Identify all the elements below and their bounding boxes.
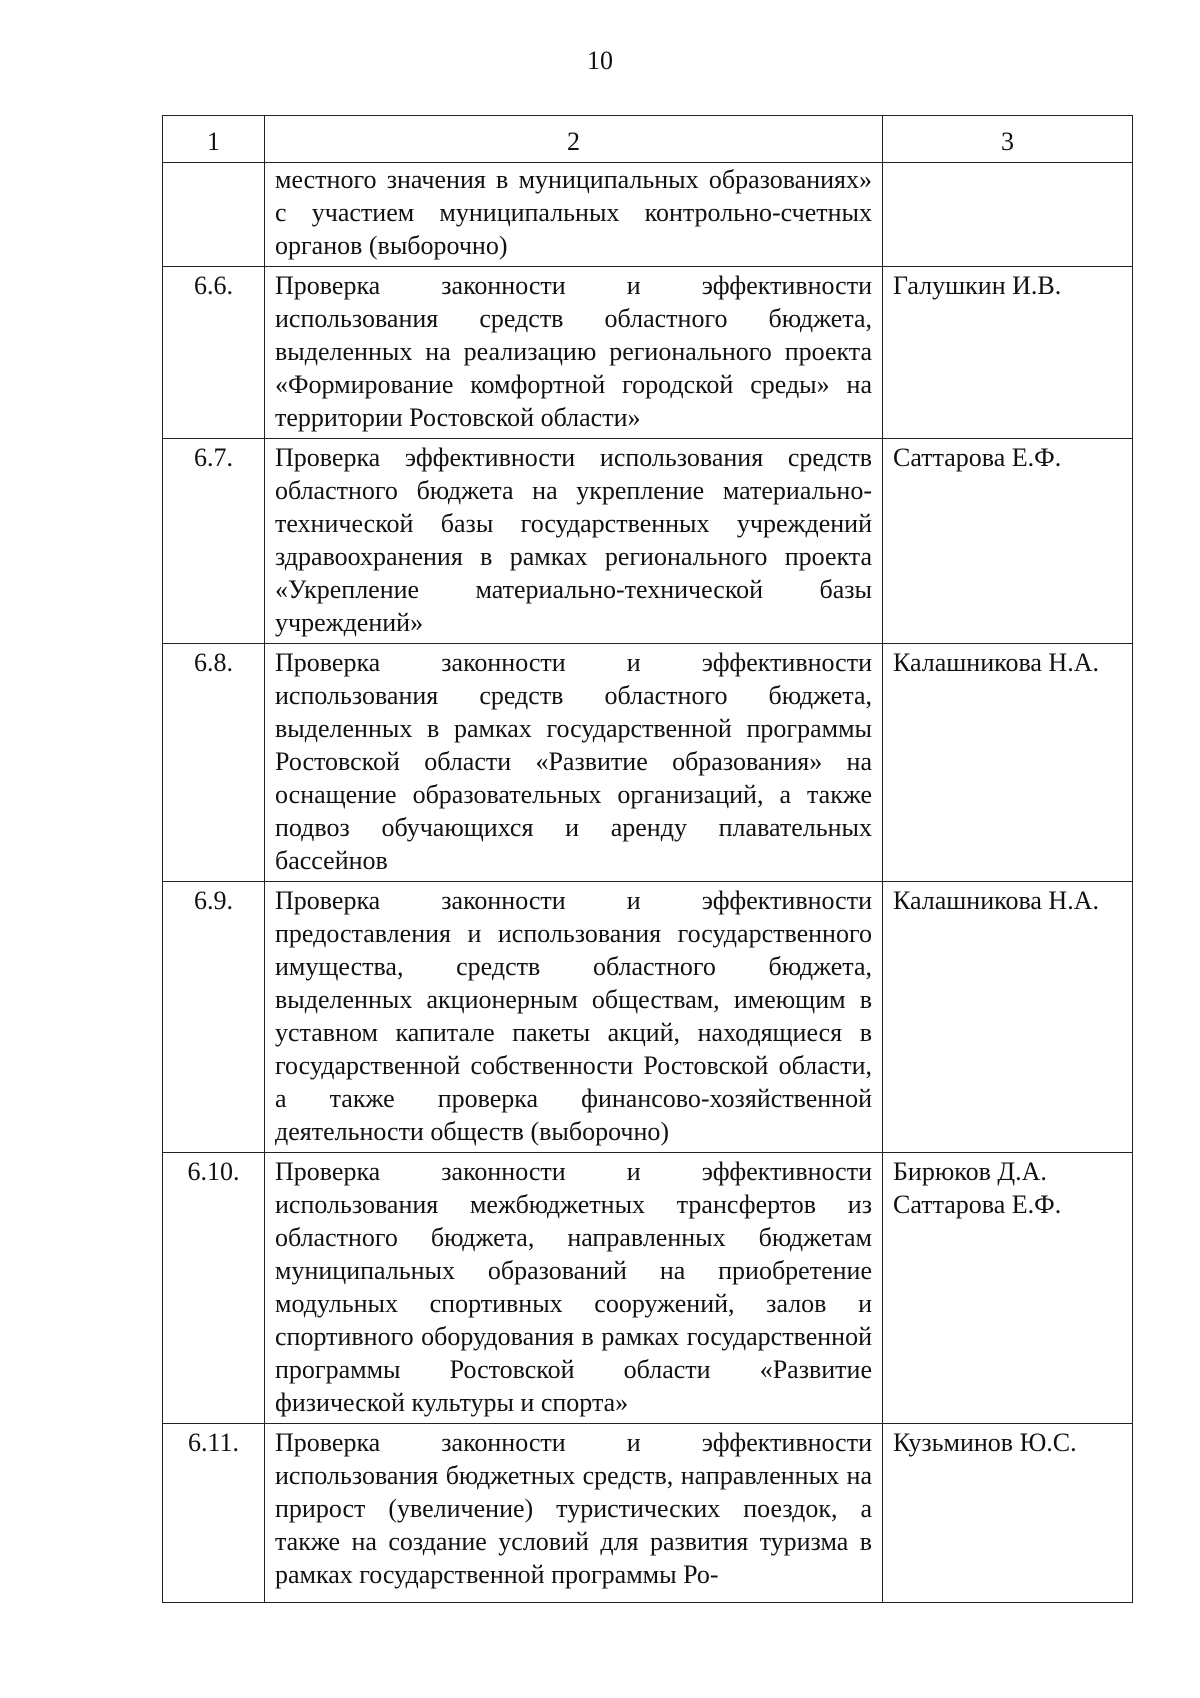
row-responsible: [883, 644, 1133, 882]
row-description: Проверка законности и эффективности использования межбюджетных трансфертов из областного бюджета, направленных бюджетам муниципальных образований на приобретение модульных спортивных сооружений, залов и спортивного оборудования в рамках государственной программы Ростовской области «Развитие физической культуры и спорта»: [265, 1153, 883, 1424]
row-number-empty: [163, 163, 265, 267]
column-header-description: 2: [265, 116, 883, 163]
responsible-person: Кузьминов Ю.С.: [893, 1428, 1077, 1457]
column-header-number: 1: [163, 116, 265, 163]
table-row: [163, 267, 1133, 439]
table-row-continuation: [163, 163, 1133, 267]
responsible-person: Бирюков Д.А.: [893, 1157, 1047, 1186]
row-description: Проверка законности и эффективности использования средств областного бюджета, выделенных в рамках государственной программы Ростовской области «Развитие образования» на оснащение образовательных организаций, а также подвоз обучающихся и аренду плавательных бассейнов: [265, 644, 883, 882]
responsible-person: Саттарова Е.Ф.: [893, 1190, 1062, 1219]
responsible-person: Саттарова Е.Ф.: [893, 443, 1062, 472]
row-responsible: [883, 1153, 1133, 1424]
row-responsible: [883, 882, 1133, 1153]
page-number: 10: [587, 46, 613, 75]
row-description: Проверка законности и эффективности использования средств областного бюджета, выделенных на реализацию регионального проекта «Формирование комфортной городской среды» на территории Ростовской области»: [265, 267, 883, 439]
table-row: [163, 644, 1133, 882]
plan-table: [162, 115, 1133, 1603]
row-responsible: [883, 439, 1133, 644]
responsible-person: Галушкин И.В.: [893, 271, 1062, 300]
responsible-person: Калашникова Н.А.: [893, 886, 1099, 915]
table-row: [163, 1424, 1133, 1603]
row-description: Проверка законности и эффективности использования бюджетных средств, направленных на прирост (увеличение) туристических поездок, а также на создание условий для развития туризма в рамках государственной программы Ро-: [265, 1424, 883, 1603]
table-row: [163, 882, 1133, 1153]
row-description: местного значения в муниципальных образованиях» с участием муниципальных контрольно-счетных органов (выборочно): [265, 163, 883, 267]
row-number: 6.8.: [163, 644, 265, 882]
column-header-responsible: 3: [883, 116, 1133, 163]
responsible-person: Калашникова Н.А.: [893, 648, 1099, 677]
row-number: 6.10.: [163, 1153, 265, 1424]
row-number: 6.7.: [163, 439, 265, 644]
row-number: 6.9.: [163, 882, 265, 1153]
row-number: 6.11.: [163, 1424, 265, 1603]
table-row: [163, 1153, 1133, 1424]
row-number: 6.6.: [163, 267, 265, 439]
row-description: Проверка законности и эффективности предоставления и использования государственного имущества, средств областного бюджета, выделенных акционерным обществам, имеющим в уставном капитале пакеты акций, находящиеся в государственной собственности Ростовской области, а также проверка финансово-хозяйственной деятельности обществ (выборочно): [265, 882, 883, 1153]
row-responsible-empty: [883, 163, 1133, 267]
row-responsible: [883, 267, 1133, 439]
row-responsible: [883, 1424, 1133, 1603]
table-header-row: [163, 116, 1133, 163]
table-row: [163, 439, 1133, 644]
row-description: Проверка эффективности использования средств областного бюджета на укрепление материально-технической базы государственных учреждений здравоохранения в рамках регионального проекта «Укрепление материально-технической базы учреждений»: [265, 439, 883, 644]
